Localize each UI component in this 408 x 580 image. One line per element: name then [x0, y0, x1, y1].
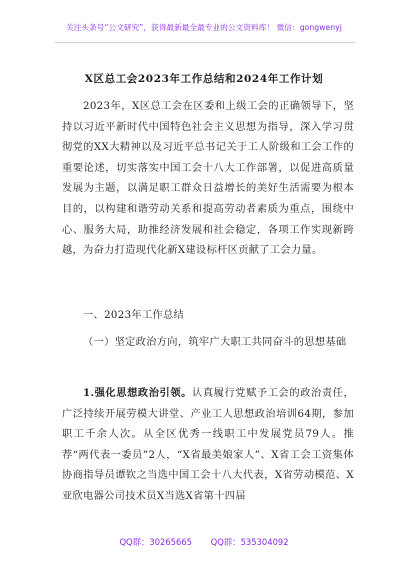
footer-qq-group-2: QQ群：535304092 — [210, 537, 289, 547]
header-divider — [55, 42, 355, 43]
footer — [0, 536, 408, 548]
subsection-heading: （一）坚定政治方向，筑牢广大职工共同奋斗的思想基础 — [83, 337, 347, 348]
intro-paragraph: 2023年，X区总工会在区委和上级工会的正确领导下，坚持以习近平新时代中国特色社会主义思想为指导，深入学习贯彻党的XX大精神以及习近平总书记关于工人阶级和工会工作的重要论述，切实落实中国工会十八大工作部署，以促进高质量发展为主题，以满足职工群众日益增长的美好生活需要为根本目的，以构建和谐劳动关系和提高劳动者素质为重点，围绕中心、服务大局，助推经济发展和社会稳定，各项工作实现新跨越，为奋力打造现代化新X建设标杆区贡献了工会力量。 — [62, 101, 354, 257]
section-heading: 一、2023年工作总结 — [83, 310, 185, 321]
point-body: 认真履行党赋予工会的政治责任，广泛持续开展劳模大讲堂、产业工人思想政治培训64期，参加职工千余人次。从全区优秀一线职工中发展党员79人。推荐“两代表一委员”2人，“X省最美娘家人”、X省工会工资集体协商指导员谭钦之当选中国工会十八大代表，X省劳动模范、X亚欣电器公司技术员X当选X省第十四届 — [62, 388, 355, 502]
footer-qq-group-1: QQ群：30265665 — [119, 537, 192, 547]
header-banner: 关注头条号“公文研究”，获得最新最全最专业的公文资料库！ 微信：gongwenyj — [66, 23, 342, 32]
point-paragraph — [62, 383, 354, 508]
point-lead: 1.强化思想政治引领。 — [83, 387, 192, 399]
document-title: X区总工会2023年工作总结和2024年工作计划 — [84, 73, 324, 85]
